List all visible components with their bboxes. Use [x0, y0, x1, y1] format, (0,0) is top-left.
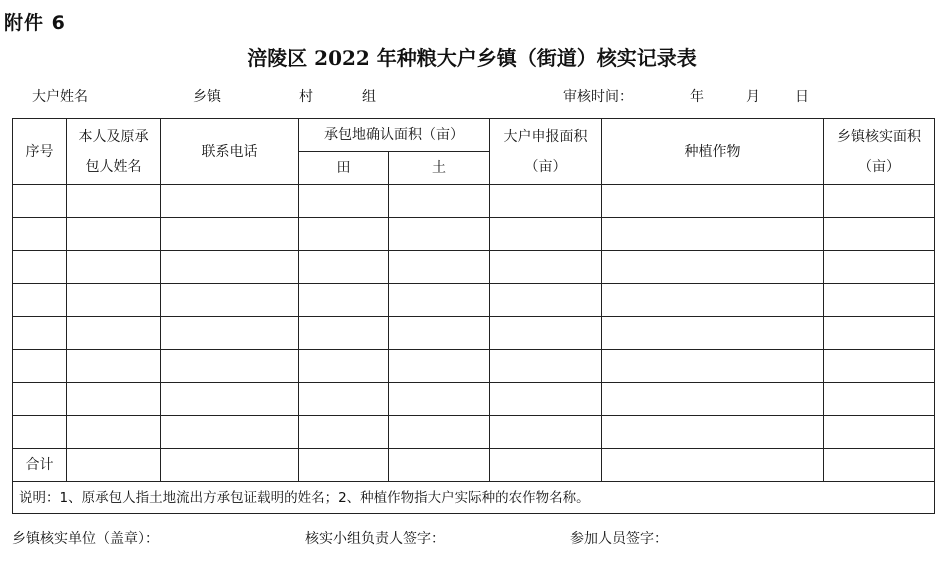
- header-verified-area: [824, 119, 935, 185]
- table-cell[interactable]: [389, 218, 490, 251]
- form-title: 涪陵区 2022 年种粮大户乡镇（街道）核实记录表: [247, 46, 697, 70]
- header-declared-line2: （亩）: [524, 158, 567, 175]
- township-label: 乡镇: [193, 89, 221, 105]
- table-cell[interactable]: [389, 416, 490, 449]
- table-cell[interactable]: [67, 284, 161, 317]
- table-cell[interactable]: [490, 416, 602, 449]
- table-cell[interactable]: [299, 350, 389, 383]
- table-cell[interactable]: [602, 383, 824, 416]
- table-cell[interactable]: [161, 284, 299, 317]
- table-cell[interactable]: [161, 218, 299, 251]
- table-row: [13, 251, 935, 284]
- table-cell[interactable]: [161, 383, 299, 416]
- table-cell[interactable]: [602, 416, 824, 449]
- total-cell[interactable]: [67, 449, 161, 482]
- table-cell[interactable]: [602, 350, 824, 383]
- total-cell[interactable]: [602, 449, 824, 482]
- table-row: [13, 284, 935, 317]
- table-cell[interactable]: [490, 284, 602, 317]
- table-cell[interactable]: [824, 317, 935, 350]
- header-declared-area: [490, 119, 602, 185]
- table-cell[interactable]: [389, 350, 490, 383]
- table-cell[interactable]: [824, 416, 935, 449]
- table-cell[interactable]: [67, 185, 161, 218]
- table-cell[interactable]: [13, 383, 67, 416]
- village-label: 村: [299, 89, 313, 105]
- table-cell[interactable]: [13, 218, 67, 251]
- table-cell[interactable]: [67, 218, 161, 251]
- table-cell[interactable]: [161, 251, 299, 284]
- table-cell[interactable]: [389, 251, 490, 284]
- table-cell[interactable]: [824, 383, 935, 416]
- table-cell[interactable]: [824, 350, 935, 383]
- table-cell[interactable]: [824, 185, 935, 218]
- table-cell[interactable]: [299, 218, 389, 251]
- table-cell[interactable]: [67, 383, 161, 416]
- table-cell[interactable]: [299, 185, 389, 218]
- table-cell[interactable]: [67, 416, 161, 449]
- total-cell[interactable]: [299, 449, 389, 482]
- header-name-line1: 本人及原承: [78, 128, 149, 145]
- table-cell[interactable]: [602, 218, 824, 251]
- table-cell[interactable]: [490, 185, 602, 218]
- table-cell[interactable]: [602, 185, 824, 218]
- participants-signature-label: 参加人员签字：: [570, 531, 668, 547]
- table-cell[interactable]: [161, 416, 299, 449]
- header-seq: 序号: [13, 119, 67, 185]
- group-label: 组: [362, 89, 376, 105]
- table-cell[interactable]: [13, 251, 67, 284]
- table-body: [13, 185, 935, 449]
- year-label: 年: [690, 89, 704, 105]
- total-cell[interactable]: [389, 449, 490, 482]
- header-name: [67, 119, 161, 185]
- header-verified-line1: 乡镇核实面积: [837, 128, 921, 145]
- table-row: [13, 317, 935, 350]
- header-crops: 种植作物: [602, 119, 824, 185]
- table-cell[interactable]: [299, 383, 389, 416]
- table-row: [13, 416, 935, 449]
- table-row: [13, 218, 935, 251]
- verifying-unit-label: 乡镇核实单位（盖章）：: [12, 531, 159, 547]
- header-name-line2: 包人姓名: [85, 158, 142, 175]
- review-time-label: 审核时间：: [563, 89, 633, 105]
- table-cell[interactable]: [824, 251, 935, 284]
- month-label: 月: [746, 89, 760, 105]
- header-declared-line1: 大户申报面积: [503, 128, 588, 145]
- table-cell[interactable]: [13, 416, 67, 449]
- table-cell[interactable]: [13, 317, 67, 350]
- header-verified-line2: （亩）: [858, 158, 900, 175]
- table-cell[interactable]: [602, 284, 824, 317]
- table-cell[interactable]: [299, 251, 389, 284]
- table-cell[interactable]: [389, 317, 490, 350]
- header-land: 土: [389, 152, 490, 185]
- table-cell[interactable]: [299, 416, 389, 449]
- table-cell[interactable]: [161, 185, 299, 218]
- table-row: [13, 350, 935, 383]
- table-row: [13, 383, 935, 416]
- table-cell[interactable]: [161, 317, 299, 350]
- total-cell[interactable]: [824, 449, 935, 482]
- household-name-label: 大户姓名: [32, 89, 88, 105]
- table-cell[interactable]: [490, 317, 602, 350]
- table-cell[interactable]: [13, 284, 67, 317]
- table-cell[interactable]: [299, 317, 389, 350]
- table-cell[interactable]: [67, 251, 161, 284]
- table-note: 说明：1、原承包人指土地流出方承包证载明的姓名；2、种植作物指大户实际种的农作物名称。: [13, 482, 935, 514]
- table-cell[interactable]: [824, 284, 935, 317]
- table-cell[interactable]: [299, 284, 389, 317]
- total-label: 合计: [13, 449, 67, 482]
- table-cell[interactable]: [389, 185, 490, 218]
- table-cell[interactable]: [602, 317, 824, 350]
- table-cell[interactable]: [824, 218, 935, 251]
- table-cell[interactable]: [13, 185, 67, 218]
- day-label: 日: [795, 89, 809, 105]
- table-cell[interactable]: [67, 350, 161, 383]
- table-row: [13, 185, 935, 218]
- table-cell[interactable]: [490, 350, 602, 383]
- header-field: 田: [299, 152, 389, 185]
- header-phone: 联系电话: [161, 119, 299, 185]
- verification-table: [12, 118, 935, 514]
- total-cell[interactable]: [161, 449, 299, 482]
- table-cell[interactable]: [490, 251, 602, 284]
- table-cell[interactable]: [389, 284, 490, 317]
- table-cell[interactable]: [602, 251, 824, 284]
- table-cell[interactable]: [490, 383, 602, 416]
- team-leader-signature-label: 核实小组负责人签字：: [305, 531, 445, 547]
- table-cell[interactable]: [389, 383, 490, 416]
- table-cell[interactable]: [490, 218, 602, 251]
- attachment-label: 附件 6: [4, 12, 66, 34]
- total-cell[interactable]: [490, 449, 602, 482]
- table-cell[interactable]: [161, 350, 299, 383]
- header-contract-area: 承包地确认面积（亩）: [299, 119, 490, 152]
- table-cell[interactable]: [67, 317, 161, 350]
- table-cell[interactable]: [13, 350, 67, 383]
